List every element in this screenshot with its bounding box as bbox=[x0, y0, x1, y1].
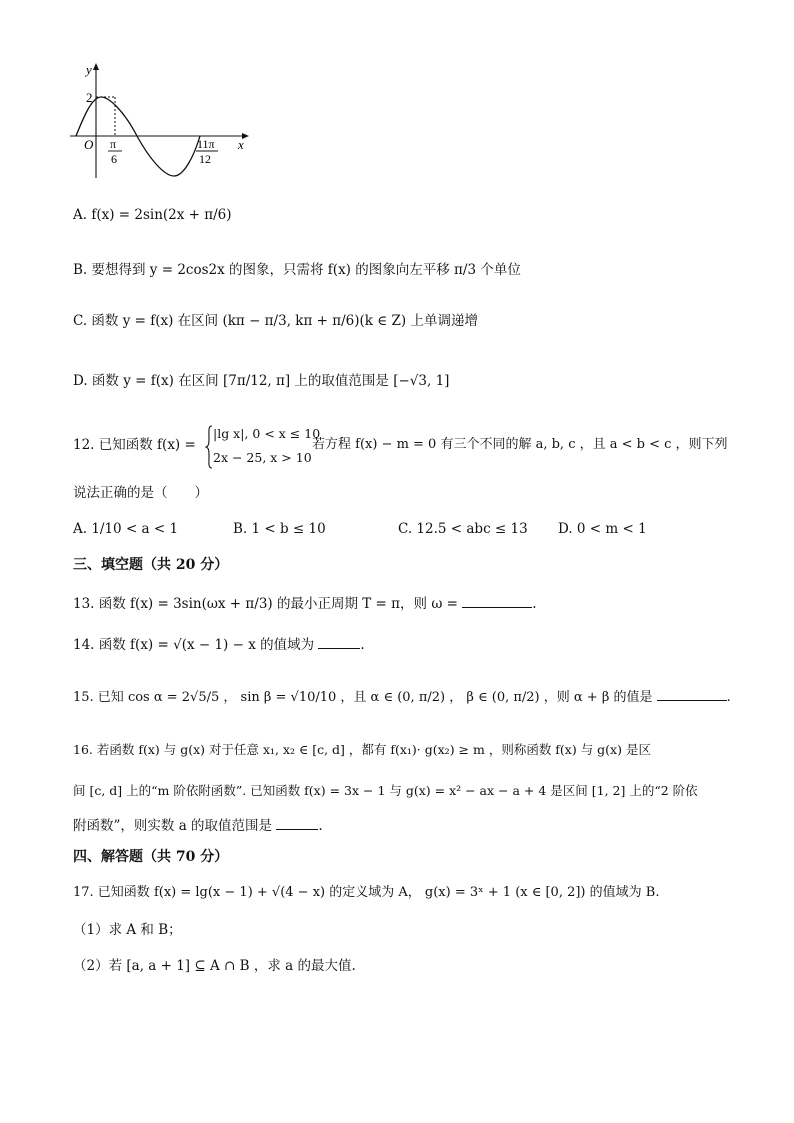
q15-period: . bbox=[726, 690, 731, 705]
q12-stem-start: 12. 已知函数 f(x) = bbox=[73, 437, 196, 453]
q16-answer-blank[interactable] bbox=[276, 817, 318, 830]
q16-line-3 bbox=[73, 817, 323, 834]
q12-option-d: D. 0 < m < 1 bbox=[558, 521, 647, 537]
y-axis-arrow bbox=[93, 63, 99, 70]
q13-period: . bbox=[532, 596, 537, 612]
q15 bbox=[73, 688, 731, 706]
x-tick-pi6-den: 6 bbox=[111, 152, 117, 166]
x-tick-11pi12-den: 12 bbox=[199, 152, 211, 166]
q11-option-d: D. 函数 y = f(x) 在区间 [7π/12, π] 上的取值范围是 [−√3, 1] bbox=[73, 373, 450, 389]
origin-label: O bbox=[84, 137, 94, 152]
q15-text: 15. 已知 cos α = 2√5/5 ， sin β = √10/10 ，且 α ∈ (0, π/2) ， β ∈ (0, π/2) ，则 α + β 的值是 bbox=[73, 690, 653, 705]
q11-option-c: C. 函数 y = f(x) 在区间 (kπ − π/3, kπ + π/6)(k ∈ Z) 上单调递增 bbox=[73, 313, 478, 329]
q12-case-2: 2x − 25, x > 10 bbox=[213, 450, 312, 465]
x-axis-label: x bbox=[238, 137, 244, 152]
q16-line-2: 间 [c, d] 上的“m 阶依附函数”. 已知函数 f(x) = 3x − 1 与 g(x) = x² − ax − a + 4 是区间 [1, 2] 上的“2 阶依 bbox=[73, 783, 698, 798]
q17-stem: 17. 已知函数 f(x) = lg(x − 1) + √(4 − x) 的定义域为 A， g(x) = 3ˣ + 1 (x ∈ [0, 2]) 的值域为 B. bbox=[73, 885, 660, 900]
y-tick-2: 2 bbox=[86, 90, 93, 105]
section-4-title: 四、解答题（共 70 分） bbox=[73, 849, 229, 865]
q12-case-1: |lg x|, 0 < x ≤ 10 bbox=[213, 426, 321, 441]
q11-option-a: A. f(x) = 2sin(2x + π/6) bbox=[73, 207, 232, 223]
q16-line-1: 16. 若函数 f(x) 与 g(x) 对于任意 x₁, x₂ ∈ [c, d] ，都有 f(x₁)· g(x₂) ≥ m ，则称函数 f(x) 与 g(x) 是区 bbox=[73, 742, 651, 757]
q12-option-c: C. 12.5 < abc ≤ 13 bbox=[398, 521, 528, 537]
q14-text: 14. 函数 f(x) = √(x − 1) − x 的值域为 bbox=[73, 637, 315, 653]
q11-option-b: B. 要想得到 y = 2cos2x 的图象，只需将 f(x) 的图象向左平移 π/3 个单位 bbox=[73, 262, 521, 278]
q12-stem-end: 说法正确的是（ ） bbox=[73, 485, 208, 501]
q14-period: . bbox=[360, 637, 365, 653]
q14-answer-blank[interactable] bbox=[318, 636, 360, 649]
q12-piecewise-brace bbox=[205, 425, 213, 469]
q14 bbox=[73, 636, 365, 653]
q12-option-a: A. 1/10 < a < 1 bbox=[73, 521, 179, 537]
sine-graph bbox=[66, 58, 256, 183]
q13-answer-blank[interactable] bbox=[462, 595, 532, 608]
q13 bbox=[73, 595, 537, 612]
q17-part-1: （1）求 A 和 B； bbox=[73, 922, 182, 938]
section-3-title: 三、填空题（共 20 分） bbox=[73, 557, 229, 573]
q12-stem-middle: 若方程 f(x) − m = 0 有三个不同的解 a, b, c ，且 a < b < c ，则下列 bbox=[312, 437, 728, 452]
q16-line-3-text: 附函数”，则实数 a 的取值范围是 bbox=[73, 818, 273, 834]
y-axis-label: y bbox=[86, 62, 92, 77]
x-tick-pi6-num: π bbox=[110, 137, 117, 151]
q16-period: . bbox=[318, 818, 323, 834]
q15-answer-blank[interactable] bbox=[657, 688, 727, 701]
q13-text: 13. 函数 f(x) = 3sin(ωx + π/3) 的最小正周期 T = π，则 ω = bbox=[73, 596, 458, 612]
x-tick-11pi12-num: 11π bbox=[197, 137, 215, 151]
q17-part-2: （2）若 [a, a + 1] ⊆ A ∩ B ，求 a 的最大值. bbox=[73, 958, 356, 974]
q12-option-b: B. 1 < b ≤ 10 bbox=[233, 521, 326, 537]
